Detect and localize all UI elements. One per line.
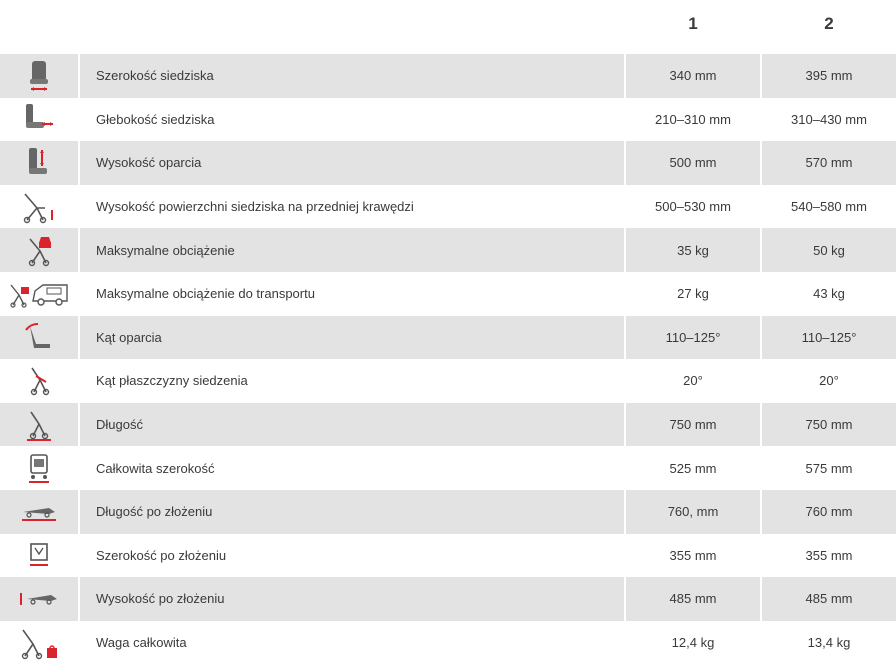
row-value-2: 760 mm — [762, 490, 896, 534]
row-value-2: 355 mm — [762, 534, 896, 578]
row-label: Kąt płaszczyzny siedzenia — [80, 359, 624, 403]
row-label: Wysokość po złożeniu — [80, 577, 624, 621]
row-value-2: 570 mm — [762, 141, 896, 185]
seat-plane-angle-icon — [24, 364, 54, 398]
row-label: Wysokość oparcia — [80, 141, 624, 185]
row-value-1: 355 mm — [626, 534, 760, 578]
row-label: Głebokość siedziska — [80, 98, 624, 142]
row-label: Maksymalne obciążenie — [80, 228, 624, 272]
row-value-2: 43 kg — [762, 272, 896, 316]
table-row — [0, 403, 896, 447]
max-load-icon — [22, 233, 56, 267]
row-label: Długość — [80, 403, 624, 447]
table-row — [0, 490, 896, 534]
table-row — [0, 534, 896, 578]
table-row — [0, 316, 896, 360]
backrest-angle-icon — [22, 320, 56, 354]
folded-width-icon — [27, 540, 51, 570]
table-row — [0, 621, 896, 664]
total-width-icon — [24, 451, 54, 485]
table-row — [0, 577, 896, 621]
table-header — [0, 0, 896, 54]
table-row — [0, 185, 896, 229]
row-value-2: 50 kg — [762, 228, 896, 272]
row-value-2: 20° — [762, 359, 896, 403]
table-row — [0, 54, 896, 98]
row-value-2: 110–125° — [762, 316, 896, 360]
column-header-1: 1 — [688, 14, 698, 33]
seat-width-icon — [24, 59, 54, 93]
folded-length-icon — [19, 500, 59, 524]
folded-height-icon — [17, 587, 61, 611]
row-value-1: 500–530 mm — [626, 185, 760, 229]
row-value-1: 210–310 mm — [626, 98, 760, 142]
row-label: Kąt oparcia — [80, 316, 624, 360]
row-value-2: 750 mm — [762, 403, 896, 447]
row-label: Całkowita szerokość — [80, 446, 624, 490]
table-row — [0, 228, 896, 272]
row-value-2: 540–580 mm — [762, 185, 896, 229]
row-label: Waga całkowita — [80, 621, 624, 664]
row-value-1: 110–125° — [626, 316, 760, 360]
row-label: Szerokość siedziska — [80, 54, 624, 98]
row-value-1: 760, mm — [626, 490, 760, 534]
row-value-2: 485 mm — [762, 577, 896, 621]
total-weight-icon — [17, 626, 61, 660]
row-value-1: 35 kg — [626, 228, 760, 272]
table-row — [0, 446, 896, 490]
table-row — [0, 272, 896, 316]
row-label: Długość po złożeniu — [80, 490, 624, 534]
max-transport-load-icon — [7, 279, 71, 309]
length-icon — [23, 408, 55, 442]
row-value-1: 500 mm — [626, 141, 760, 185]
row-label: Szerokość po złożeniu — [80, 534, 624, 578]
row-value-1: 485 mm — [626, 577, 760, 621]
row-value-2: 310–430 mm — [762, 98, 896, 142]
column-header-2: 2 — [824, 14, 834, 33]
seat-depth-icon — [22, 102, 56, 136]
row-value-1: 525 mm — [626, 446, 760, 490]
backrest-height-icon — [24, 146, 54, 180]
row-label: Maksymalne obciążenie do transportu — [80, 272, 624, 316]
row-value-2: 575 mm — [762, 446, 896, 490]
row-value-1: 12,4 kg — [626, 621, 760, 664]
row-value-2: 395 mm — [762, 54, 896, 98]
table-row — [0, 98, 896, 142]
table-row — [0, 359, 896, 403]
row-value-1: 20° — [626, 359, 760, 403]
row-label: Wysokość powierzchni siedziska na przedniej krawędzi — [80, 185, 624, 229]
spec-table — [0, 54, 896, 664]
row-value-1: 750 mm — [626, 403, 760, 447]
row-value-2: 13,4 kg — [762, 621, 896, 664]
row-value-1: 340 mm — [626, 54, 760, 98]
table-row — [0, 141, 896, 185]
row-value-1: 27 kg — [626, 272, 760, 316]
seat-front-edge-height-icon — [19, 190, 59, 224]
